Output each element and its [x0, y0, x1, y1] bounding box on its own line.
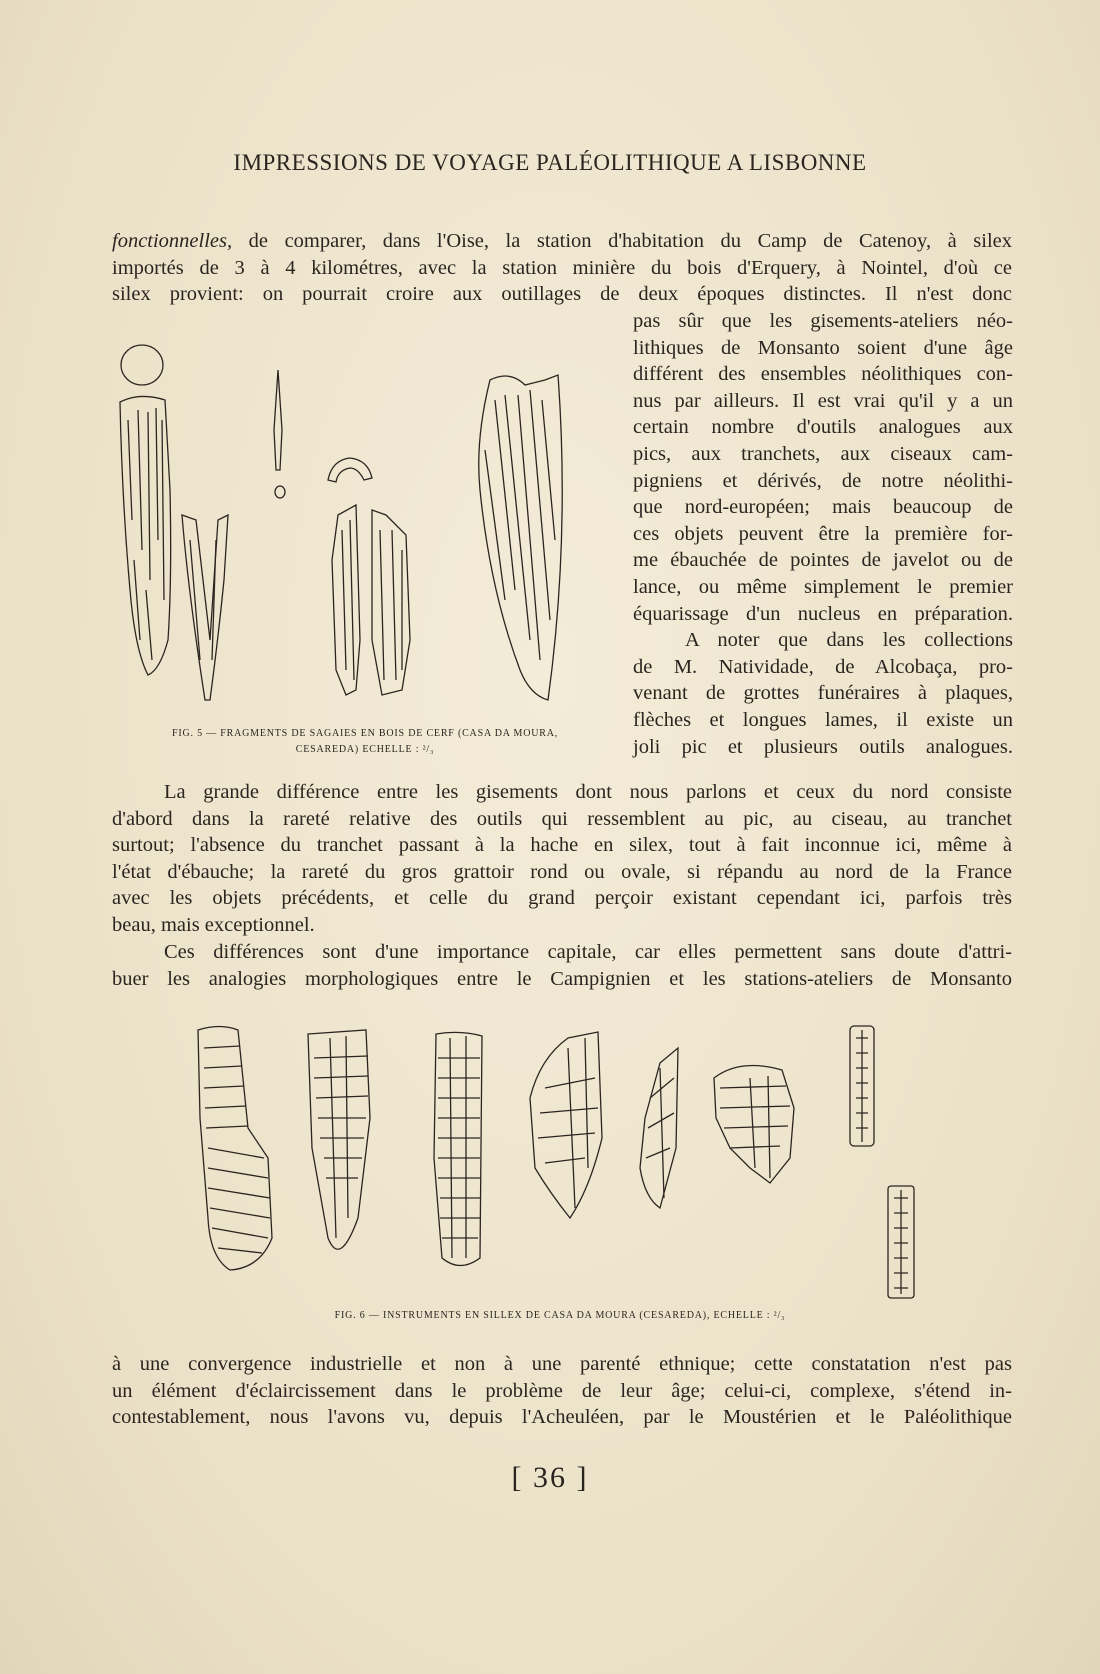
right-column-text	[633, 308, 1013, 760]
text-line: lithiques de Monsanto soient d'une âge	[633, 336, 1013, 359]
running-header: IMPRESSIONS DE VOYAGE PALÉOLITHIQUE A LISBONNE	[233, 150, 867, 175]
text-line: un élément d'éclaircissement dans le problème de leur âge; celui-ci, complexe, s'étend in-	[112, 1379, 1012, 1402]
text-run: de comparer, dans l'Oise, la station d'habitation du Camp de Catenoy, à silex	[232, 230, 1012, 252]
caption-line: FIG. 5 — FRAGMENTS DE SAGAIES EN BOIS DE CERF (CASA DA MOURA,	[171, 728, 559, 739]
text-line: surtout; l'absence du tranchet passant à la hache en silex, tout à fait inconnue ici, même à	[112, 834, 1012, 857]
text-line: buer les analogies morphologiques entre le Campignien et les stations-ateliers de Monsanto	[112, 967, 1012, 990]
text-line: A noter que dans les collections	[685, 629, 1013, 652]
text-line: de M. Natividade, de Alcobaça, pro-	[633, 655, 1013, 678]
text-line: joli pic et plusieurs outils analogues.	[633, 735, 1013, 758]
text-line: beau, mais exceptionnel.	[112, 913, 315, 936]
text-line: pigniens et dérivés, de notre néolithi-	[633, 469, 1013, 492]
bottom-paragraph	[112, 1351, 1012, 1431]
text-line: venant de grottes funéraires à plaques,	[633, 682, 1013, 705]
text-line: différent des ensembles néolithiques con-	[633, 363, 1013, 386]
flint-instruments-illustration	[190, 1018, 950, 1303]
text-line: équarissage d'un nucleus en préparation.	[633, 602, 1013, 625]
text-line: lance, ou même simplement le premier	[633, 575, 1013, 598]
figure-6	[190, 1018, 950, 1303]
figure-6-caption: FIG. 6 — INSTRUMENTS EN SILLEX DE CASA DA MOURA (CESAREDA), ECHELLE : ²/₃	[334, 1310, 786, 1321]
text-run: importés de 3 à 4 kilométres, avec la station minière du bois d'Erquery, à Nointel, d'où ce	[112, 256, 1012, 279]
text-line	[112, 228, 1012, 255]
text-run: silex provient: on pourrait croire aux outillages de deux époques distinctes. Il n'est donc	[112, 283, 1012, 306]
text-line: La grande différence entre les gisements dont nous parlons et ceux du nord consiste	[164, 781, 1012, 803]
text-line: l'état d'ébauche; la rareté du gros grattoir rond ou ovale, si répandu au nord de la France	[112, 860, 1012, 883]
text-line: contestablement, nous l'avons vu, depuis l'Acheuléen, par le Moustérien et le Paléolithique	[112, 1406, 1012, 1429]
text-line: flèches et longues lames, il existe un	[633, 708, 1013, 731]
antler-fragments-illustration	[110, 340, 620, 715]
text-line: me ébauchée de pointes de javelot ou de	[633, 549, 1013, 572]
middle-paragraph-1	[112, 779, 1012, 939]
text-line: Ces différences sont d'une importance capitale, car elles permettent sans doute d'attri-	[164, 941, 1012, 963]
middle-paragraph-2	[112, 939, 1012, 992]
figure-5	[110, 340, 620, 715]
page-number: [ 36 ]	[511, 1461, 589, 1494]
text-line: ces objets peuvent être la première for-	[633, 522, 1013, 545]
italic-lead: fonctionnelles,	[112, 230, 233, 252]
text-line: que nord-européen; mais beaucoup de	[633, 496, 1013, 519]
text-line: pas sûr que les gisements-ateliers néo-	[633, 310, 1013, 332]
text-line: certain nombre d'outils analogues aux	[633, 416, 1013, 439]
figure-5-caption	[150, 726, 580, 758]
text-line: nus par ailleurs. Il est vrai qu'il y a un	[633, 389, 1013, 412]
text-line: avec les objets précédents, et celle du grand perçoir existant cependant ici, parfois très	[112, 887, 1012, 910]
text-line: d'abord dans la rareté relative des outils qui ressemblent au pic, au ciseau, au tranchet	[112, 807, 1012, 830]
text-line	[112, 281, 1012, 308]
text-line: à une convergence industrielle et non à une parenté ethnique; cette constatation n'est pas	[112, 1353, 1012, 1375]
caption-line: CESAREDA) ECHELLE : ²/₃	[295, 744, 435, 755]
text-line: pics, aux tranchets, aux ciseaux cam-	[633, 442, 1013, 465]
top-paragraph	[112, 228, 1012, 308]
text-line	[112, 255, 1012, 282]
